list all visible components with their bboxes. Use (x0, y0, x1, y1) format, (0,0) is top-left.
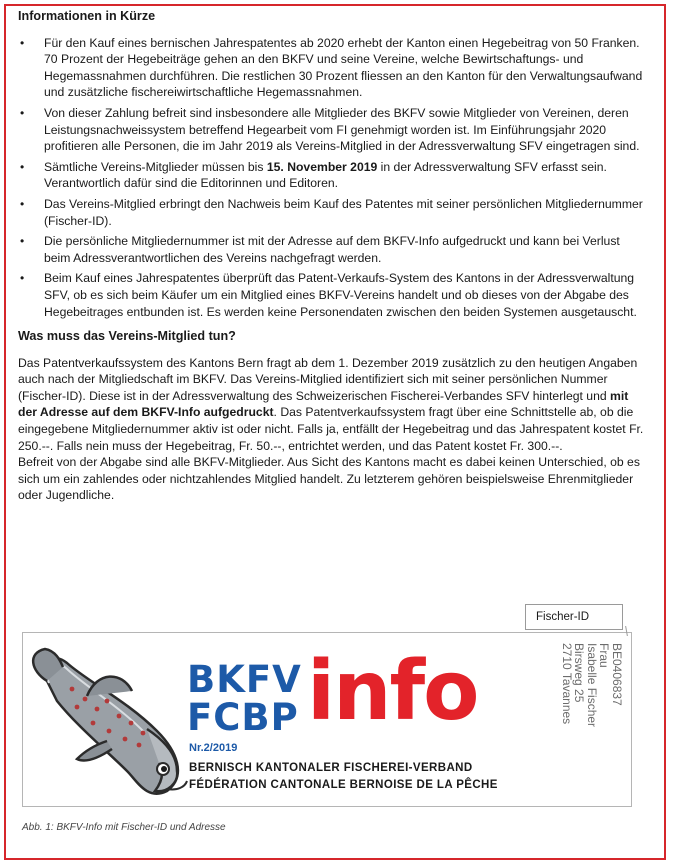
fischer-id-callout: Fischer-ID (525, 604, 623, 630)
address-line: 2710 Tavannes (560, 643, 574, 725)
emphasis-text: mit der Adresse auf dem BKFV-Info aufgedruckt (18, 388, 629, 420)
section-heading-todo: Was muss das Vereins-Mitglied tun? (18, 329, 236, 344)
org-name-fr: FÉDÉRATION CANTONALE BERNOISE DE LA PÊCHE (189, 779, 498, 791)
logo-bkfv: BKFV (187, 658, 302, 701)
figure-caption: Abb. 1: BKFV-Info mit Fischer-ID und Adresse (22, 822, 226, 833)
fish-illustration-icon (27, 641, 197, 801)
bullet-icon: • (20, 234, 25, 249)
bkfv-info-figure (22, 632, 632, 807)
list-item: • Das Vereins-Mitglied erbringt den Nachweis beim Kauf des Patentes mit seiner persönlichen Mitgliedernummer (Fischer-ID). (20, 196, 643, 228)
bullet-icon: • (20, 105, 25, 120)
list-item: • Sämtliche Vereins-Mitglieder müssen bis 15. November 2019 in der Adressverwaltung SFV erfasst sein. Verantwortlich dafür sind die Editorinnen und Editoren. (20, 159, 607, 191)
bullet-icon: • (20, 271, 25, 286)
body-paragraph: Das Patentverkaufssystem des Kantons Bern fragt ab dem 1. Dezember 2019 zusätzlich zu den heutigen Angaben auch nach der Mitgliedschaft im BKFV. Das Vereins-Mitglied identifiziert sich mit seiner persönlichen Nummer (Fischer-ID). Diese ist in der Adressverwaltung des Schweizerischen Fischerei-Verbandes SFV hinterlegt und mit der Adresse auf dem BKFV-Info aufgedruckt. Das Patentverkaufssystem fragt über eine Schnittstelle ab, ob die eingegebene Mitgliedernummer aktiv ist oder nicht. Falls ja, entfällt der Hegebeitrag und das Jahrespatent kostet Fr. 250.--. Falls nein muss der Hegebeitrag, Fr. 50.--, entrichtet werden, und das Patent kostet Fr. 300.--. Befreit von der Abgabe sind alle BKFV-Mitglieder. Aus Sicht des Kantons macht es dabei keinen Unterschied, ob es sich um ein zahlendes oder nichtzahlendes Mitglied handelt. Zu letzterem gehören beispielsweise Ehrenmitglieder oder Jugendliche. (18, 355, 644, 503)
bullet-icon: • (20, 196, 25, 211)
document-body (18, 8, 648, 504)
issue-number: Nr.2/2019 (189, 742, 238, 754)
list-item: • Von dieser Zahlung befreit sind insbesondere alle Mitglieder des BKFV sowie Mitglieder von Vereinen, deren Leistungsnachweissystem betreffend Hegearbeit vom FI genehmigt worden ist. Im Einführungsjahr 2020 profitieren alle Personen, die im Jahr 2019 als Vereins-Mitglied in der Adressverwaltung SFV eingetragen sind. (20, 105, 640, 154)
list-item: • Die persönliche Mitgliedernummer ist mit der Adresse auf dem BKFV-Info aufgedruckt und kann bei Verlust beim Adressverantwortlichen des Vereins nachgefragt werden. (20, 234, 620, 265)
logo-fcbp: FCBP (187, 696, 299, 739)
info-bullet-list (18, 35, 648, 321)
callout-pointer-icon (615, 626, 628, 636)
section-heading-info: Informationen in Kürze (18, 9, 156, 23)
address-line: Birsweg 25 (572, 643, 587, 703)
address-line: Isabelle Fischer (585, 643, 599, 728)
bullet-icon: • (20, 35, 25, 50)
deadline-date: 15. November 2019 (266, 159, 378, 174)
list-item: • Für den Kauf eines bernischen Jahrespatentes ab 2020 erhebt der Kanton einen Hegebeitrag von 50 Franken. 70 Prozent der Hegebeiträge gehen an den BKFV und seine Vereine, welche Bewirtschaftungs- und Hegemassnahmen durchführen. Die restlichen 30 Prozent fliessen an den Kanton für den Verwaltungsaufwand und zusätzliche fischereiwirtschaftliche Hegemassnahmen. (20, 35, 643, 100)
fischer-id: BE0406837 (610, 643, 624, 706)
address-line: Frau (597, 643, 612, 668)
list-item: • Beim Kauf eines Jahrespatentes überprüft das Patent-Verkaufs-System des Kantons in der Adressverwaltung SFV, ob es sich beim Käufer um ein Mitglied eines BKFV-Vereins handelt und ob dieses von der Abgabe des Hegebeitrages entbunden ist. Es werden keine Personendaten zwischen den beiden Systemen ausgetauscht. (20, 271, 637, 319)
org-name-de: BERNISCH KANTONALER FISCHEREI-VERBAND (189, 762, 473, 774)
bullet-icon: • (20, 159, 25, 174)
logo-info: info (307, 644, 478, 739)
address-label (513, 643, 623, 763)
